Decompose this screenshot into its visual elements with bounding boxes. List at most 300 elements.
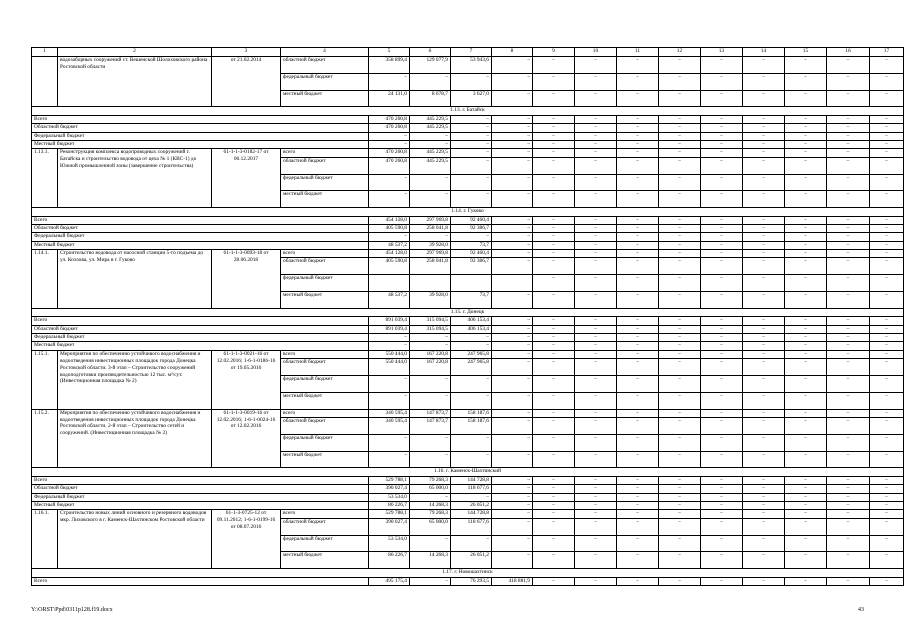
value-col-5: 340 595,4	[369, 409, 410, 417]
value-col-12: –	[659, 73, 701, 90]
value-col-8: –	[492, 124, 533, 132]
section-title: 1.13. г. Батайск	[32, 107, 904, 115]
value-col-13: –	[701, 233, 743, 241]
value-col-17: –	[870, 216, 904, 224]
value-col-9: –	[533, 275, 575, 292]
value-col-9: –	[533, 115, 575, 123]
value-col-10: –	[575, 376, 617, 393]
summary-label: Областной бюджет	[32, 325, 369, 333]
value-col-17: –	[870, 350, 904, 358]
value-col-10: –	[575, 501, 617, 509]
table-row	[32, 510, 904, 518]
value-col-11: –	[617, 174, 659, 191]
summary-label: Всего	[32, 216, 369, 224]
value-col-17: –	[870, 552, 904, 569]
value-col-12: –	[659, 292, 701, 309]
table-row	[32, 350, 904, 358]
value-col-14: –	[743, 510, 785, 518]
budget-type: местный бюджет	[281, 191, 369, 208]
value-col-6: –	[410, 334, 451, 342]
value-col-9: –	[533, 493, 575, 501]
value-col-16: –	[827, 342, 870, 350]
value-col-11: –	[617, 241, 659, 249]
value-col-16: –	[827, 174, 870, 191]
value-col-16: –	[827, 552, 870, 569]
value-col-15: –	[785, 317, 827, 325]
value-col-7: –	[451, 434, 492, 451]
value-col-8: –	[492, 57, 533, 74]
summary-row	[32, 216, 904, 224]
value-col-14: –	[743, 552, 785, 569]
value-col-7: –	[451, 73, 492, 90]
header-col-4: 4	[281, 48, 369, 57]
value-col-14: –	[743, 342, 785, 350]
footer-page-number: 43	[858, 607, 864, 613]
value-col-9: –	[533, 149, 575, 157]
value-col-11: –	[617, 392, 659, 409]
summary-row	[32, 115, 904, 123]
header-col-3: 3	[212, 48, 281, 57]
value-col-11: –	[617, 124, 659, 132]
value-col-15: –	[785, 132, 827, 140]
value-col-14: –	[743, 501, 785, 509]
value-col-15: –	[785, 376, 827, 393]
summary-row	[32, 140, 904, 148]
value-col-8: –	[492, 451, 533, 468]
value-col-13: –	[701, 518, 743, 535]
value-col-8: –	[492, 115, 533, 123]
value-col-13: –	[701, 552, 743, 569]
budget-type: областной бюджет	[281, 157, 369, 174]
value-col-14: –	[743, 376, 785, 393]
value-col-11: –	[617, 275, 659, 292]
value-col-13: –	[701, 292, 743, 309]
header-col-7: 7	[451, 48, 492, 57]
value-col-11: –	[617, 342, 659, 350]
header-col-11: 11	[617, 48, 659, 57]
value-col-15: –	[785, 350, 827, 358]
value-col-15: –	[785, 140, 827, 148]
value-col-12: –	[659, 451, 701, 468]
value-col-17: –	[870, 434, 904, 451]
value-col-5: –	[369, 233, 410, 241]
value-col-7: –	[451, 132, 492, 140]
value-col-14: –	[743, 90, 785, 107]
summary-label: Местный бюджет	[32, 342, 369, 350]
summary-row	[32, 476, 904, 484]
value-col-13: –	[701, 157, 743, 174]
value-col-7: 118 677,6	[451, 518, 492, 535]
value-col-14: –	[743, 174, 785, 191]
value-col-6: –	[410, 140, 451, 148]
summary-row	[32, 233, 904, 241]
value-col-11: –	[617, 292, 659, 309]
value-col-10: –	[575, 275, 617, 292]
value-col-6: 65 000,0	[410, 518, 451, 535]
value-col-14: –	[743, 535, 785, 552]
value-col-17: –	[870, 140, 904, 148]
value-col-7: –	[451, 493, 492, 501]
section-title-row	[32, 468, 904, 476]
value-col-15: –	[785, 334, 827, 342]
budget-table-sheet	[31, 47, 890, 586]
value-col-8: –	[492, 317, 533, 325]
value-col-14: –	[743, 191, 785, 208]
value-col-9: –	[533, 317, 575, 325]
value-col-16: –	[827, 434, 870, 451]
value-col-6: 14 268,3	[410, 501, 451, 509]
value-col-8: 418 881,9	[492, 577, 533, 585]
value-col-15: –	[785, 115, 827, 123]
value-col-10: –	[575, 216, 617, 224]
value-col-11: –	[617, 250, 659, 258]
value-col-16: –	[827, 317, 870, 325]
value-col-15: –	[785, 149, 827, 157]
value-col-10: –	[575, 57, 617, 74]
value-col-7: 144 728,8	[451, 510, 492, 518]
value-col-17: –	[870, 174, 904, 191]
value-col-10: –	[575, 224, 617, 232]
value-col-12: –	[659, 157, 701, 174]
value-col-9: –	[533, 359, 575, 376]
value-col-7	[451, 275, 492, 292]
value-col-14: –	[743, 577, 785, 585]
value-col-15: –	[785, 518, 827, 535]
value-col-13: –	[701, 577, 743, 585]
value-col-14: –	[743, 157, 785, 174]
value-col-14: –	[743, 518, 785, 535]
value-col-13: –	[701, 417, 743, 434]
value-col-9: –	[533, 250, 575, 258]
value-col-7: 73,7	[451, 292, 492, 309]
value-col-5: 86 226,7	[369, 552, 410, 569]
value-col-17: –	[870, 233, 904, 241]
budget-type: всего	[281, 350, 369, 358]
summary-row	[32, 334, 904, 342]
value-col-10: –	[575, 124, 617, 132]
value-col-13: –	[701, 124, 743, 132]
value-col-15: –	[785, 191, 827, 208]
value-col-14: –	[743, 325, 785, 333]
value-col-14: –	[743, 216, 785, 224]
value-col-9: –	[533, 392, 575, 409]
value-col-6: –	[410, 493, 451, 501]
value-col-16: –	[827, 325, 870, 333]
value-col-6: –	[410, 174, 451, 191]
value-col-5: –	[369, 140, 410, 148]
value-col-5: –	[369, 174, 410, 191]
value-col-6: 167 220,8	[410, 359, 451, 376]
value-col-9: –	[533, 451, 575, 468]
value-col-5: 358 899,4	[369, 57, 410, 74]
item-document: 61-1-1-3-0019-16 от 12.02.2016; 1-6-1-0024-16 от 12.02.2016	[212, 409, 281, 468]
value-col-17: –	[870, 342, 904, 350]
value-col-17: –	[870, 493, 904, 501]
value-col-7: 76 293,5	[451, 577, 492, 585]
value-col-16: –	[827, 535, 870, 552]
value-col-8	[492, 275, 533, 292]
value-col-6: 129 077,9	[410, 57, 451, 74]
value-col-15: –	[785, 124, 827, 132]
value-col-9: –	[533, 552, 575, 569]
value-col-13: –	[701, 140, 743, 148]
value-col-10: –	[575, 342, 617, 350]
value-col-16: –	[827, 140, 870, 148]
value-col-6: 445 229,5	[410, 157, 451, 174]
value-col-16: –	[827, 334, 870, 342]
value-col-14: –	[743, 275, 785, 292]
item-name: Реконструкция комплекса водопроводных сооружений г. Батайска и строительство водовода от цеха № 1 (КВС-1) до Южной промышленной зоны (завершение строительства)	[58, 149, 212, 208]
summary-label: Всего	[32, 577, 369, 585]
value-col-5: 48 537,2	[369, 292, 410, 309]
value-col-16: –	[827, 157, 870, 174]
value-col-10: –	[575, 451, 617, 468]
value-col-12: –	[659, 191, 701, 208]
value-col-11: –	[617, 535, 659, 552]
value-col-7: –	[451, 124, 492, 132]
value-col-7: –	[451, 157, 492, 174]
value-col-11: –	[617, 350, 659, 358]
value-col-16: –	[827, 292, 870, 309]
value-col-16: –	[827, 518, 870, 535]
value-col-7: –	[451, 535, 492, 552]
value-col-11: –	[617, 115, 659, 123]
budget-type: федеральный бюджет	[281, 535, 369, 552]
value-col-12: –	[659, 149, 701, 157]
value-col-16: –	[827, 451, 870, 468]
value-col-11: –	[617, 485, 659, 493]
value-col-10: –	[575, 334, 617, 342]
value-col-5: –	[369, 334, 410, 342]
value-col-13: –	[701, 476, 743, 484]
value-col-7: –	[451, 451, 492, 468]
value-col-16: –	[827, 350, 870, 358]
header-col-9: 9	[533, 48, 575, 57]
value-col-10: –	[575, 493, 617, 501]
value-col-8: –	[492, 149, 533, 157]
value-col-11: –	[617, 577, 659, 585]
value-col-8: –	[492, 334, 533, 342]
value-col-12: –	[659, 518, 701, 535]
value-col-10: –	[575, 476, 617, 484]
value-col-11: –	[617, 140, 659, 148]
value-col-14: –	[743, 417, 785, 434]
value-col-7: 118 677,6	[451, 485, 492, 493]
value-col-11: –	[617, 334, 659, 342]
value-col-7: –	[451, 342, 492, 350]
value-col-7: –	[451, 140, 492, 148]
value-col-13: –	[701, 174, 743, 191]
value-col-15: –	[785, 342, 827, 350]
budget-type: местный бюджет	[281, 90, 369, 107]
value-col-7: 53 943,6	[451, 57, 492, 74]
value-col-8: –	[492, 233, 533, 241]
summary-row	[32, 325, 904, 333]
item-number: 1.13.1.	[32, 149, 58, 208]
value-col-7: 247 965,8	[451, 359, 492, 376]
value-col-14: –	[743, 493, 785, 501]
value-col-17: –	[870, 501, 904, 509]
value-col-17: –	[870, 191, 904, 208]
value-col-9: –	[533, 224, 575, 232]
value-col-6: –	[410, 233, 451, 241]
value-col-13: –	[701, 317, 743, 325]
value-col-14: –	[743, 258, 785, 275]
value-col-11: –	[617, 325, 659, 333]
value-col-7: –	[451, 392, 492, 409]
summary-label: Всего	[32, 115, 369, 123]
section-title: 1.14. г. Гуково	[32, 208, 904, 216]
value-col-16: –	[827, 149, 870, 157]
value-col-12: –	[659, 409, 701, 417]
value-col-12: –	[659, 115, 701, 123]
value-col-5: 53 534,0	[369, 535, 410, 552]
value-col-15: –	[785, 233, 827, 241]
header-col-2: 2	[58, 48, 212, 57]
value-col-15: –	[785, 157, 827, 174]
value-col-5: 405 590,8	[369, 258, 410, 275]
header-col-1: 1	[32, 48, 58, 57]
value-col-17: –	[870, 535, 904, 552]
value-col-9: –	[533, 417, 575, 434]
value-col-5: 390 027,4	[369, 485, 410, 493]
value-col-14: –	[743, 350, 785, 358]
budget-type: местный бюджет	[281, 451, 369, 468]
value-col-8: –	[492, 342, 533, 350]
budget-type: всего	[281, 250, 369, 258]
value-col-6: –	[410, 73, 451, 90]
value-col-10: –	[575, 73, 617, 90]
value-col-8: –	[492, 359, 533, 376]
budget-type: местный бюджет	[281, 292, 369, 309]
value-col-14: –	[743, 485, 785, 493]
value-col-9: –	[533, 191, 575, 208]
value-col-9: –	[533, 376, 575, 393]
value-col-7: 144 728,8	[451, 476, 492, 484]
value-col-15: –	[785, 275, 827, 292]
value-col-11: –	[617, 451, 659, 468]
value-col-6: 39 928,0	[410, 241, 451, 249]
value-col-17: –	[870, 485, 904, 493]
value-col-11: –	[617, 359, 659, 376]
value-col-7: –	[451, 115, 492, 123]
value-col-17: –	[870, 409, 904, 417]
value-col-6: 315 094,5	[410, 325, 451, 333]
value-col-6: –	[410, 577, 451, 585]
value-col-13: –	[701, 510, 743, 518]
header-col-10: 10	[575, 48, 617, 57]
value-col-11: –	[617, 216, 659, 224]
value-col-9: –	[533, 57, 575, 74]
value-col-5: –	[369, 376, 410, 393]
value-col-13: –	[701, 334, 743, 342]
value-col-13: –	[701, 376, 743, 393]
value-col-16: –	[827, 233, 870, 241]
value-col-6: 445 229,5	[410, 115, 451, 123]
budget-type: федеральный бюджет	[281, 275, 369, 292]
value-col-17: –	[870, 476, 904, 484]
value-col-9: –	[533, 577, 575, 585]
value-col-7: –	[451, 149, 492, 157]
value-col-15: –	[785, 476, 827, 484]
value-col-7: 73,7	[451, 241, 492, 249]
value-col-11: –	[617, 501, 659, 509]
value-col-15: –	[785, 250, 827, 258]
value-col-16: –	[827, 417, 870, 434]
value-col-14: –	[743, 241, 785, 249]
value-col-15: –	[785, 510, 827, 518]
value-col-13: –	[701, 501, 743, 509]
value-col-6: –	[410, 376, 451, 393]
summary-label: Всего	[32, 476, 369, 484]
value-col-13: –	[701, 191, 743, 208]
value-col-5: 529 788,1	[369, 476, 410, 484]
value-col-17: –	[870, 518, 904, 535]
value-col-5: 891 039,4	[369, 325, 410, 333]
value-col-17: –	[870, 334, 904, 342]
value-col-5: 48 537,2	[369, 241, 410, 249]
item-number	[32, 57, 58, 107]
value-col-8: –	[492, 552, 533, 569]
value-col-12: –	[659, 90, 701, 107]
value-col-13: –	[701, 90, 743, 107]
value-col-11: –	[617, 476, 659, 484]
budget-type: федеральный бюджет	[281, 174, 369, 191]
value-col-16: –	[827, 392, 870, 409]
header-col-16: 16	[827, 48, 870, 57]
value-col-9: –	[533, 174, 575, 191]
value-col-8: –	[492, 132, 533, 140]
value-col-14: –	[743, 292, 785, 309]
value-col-5: 454 128,0	[369, 216, 410, 224]
value-col-14: –	[743, 250, 785, 258]
value-col-10: –	[575, 392, 617, 409]
value-col-10: –	[575, 191, 617, 208]
item-document: 61-1-1-3-0182-17 от 06.12.2017	[212, 149, 281, 208]
value-col-8: –	[492, 510, 533, 518]
value-col-13: –	[701, 73, 743, 90]
value-col-13: –	[701, 275, 743, 292]
value-col-12: –	[659, 434, 701, 451]
value-col-9: –	[533, 334, 575, 342]
value-col-9: –	[533, 124, 575, 132]
value-col-17: –	[870, 376, 904, 393]
value-col-8: –	[492, 350, 533, 358]
value-col-5: –	[369, 451, 410, 468]
budget-type: областной бюджет	[281, 518, 369, 535]
value-col-15: –	[785, 552, 827, 569]
value-col-7: 406 153,4	[451, 325, 492, 333]
value-col-16: –	[827, 241, 870, 249]
value-col-5: 550 444,0	[369, 350, 410, 358]
item-name: Строительство водовода от насосной станции 5-го подъема до ул. Козлова, ул. Мира в г. Гуково	[58, 250, 212, 309]
value-col-9: –	[533, 434, 575, 451]
value-col-6: –	[410, 342, 451, 350]
value-col-14: –	[743, 57, 785, 74]
value-col-12: –	[659, 258, 701, 275]
summary-row	[32, 493, 904, 501]
value-col-12: –	[659, 124, 701, 132]
value-col-5: 454 128,0	[369, 250, 410, 258]
item-name: водозаборных сооружений ст. Вешенской Шолоховского района Ростовской области	[58, 57, 212, 107]
value-col-9: –	[533, 90, 575, 107]
section-title-row	[32, 569, 904, 577]
value-col-13: –	[701, 451, 743, 468]
header-col-15: 15	[785, 48, 827, 57]
value-col-11: –	[617, 376, 659, 393]
value-col-16: –	[827, 73, 870, 90]
value-col-16: –	[827, 124, 870, 132]
